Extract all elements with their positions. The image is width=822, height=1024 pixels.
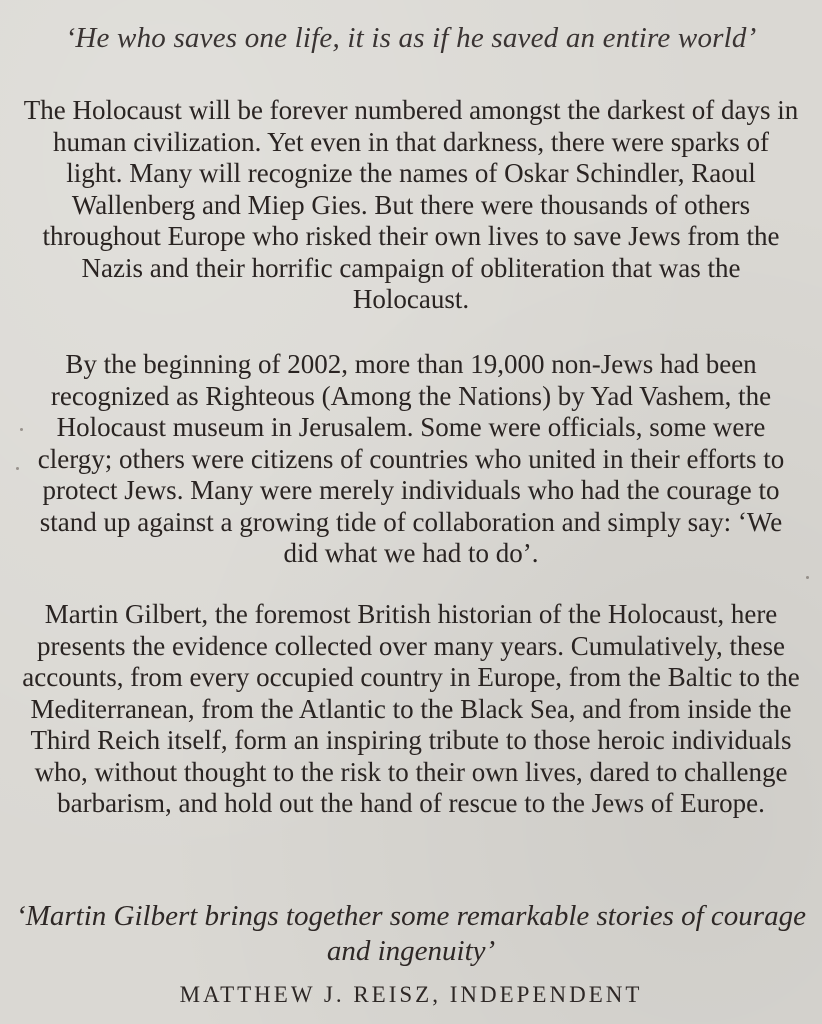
blurb-paragraph-1: The Holocaust will be forever numbered amongst the darkest of days in human civilization. Yet even in that darkness, there were sparks of light. Many will recognize the names of Oskar Schindler, Raoul Wallenberg and Miep Gies. But there were thousands of others throughout Europe who risked their own lives to save Jews from the Nazis and their horrific campaign of obliteration that was the Holocaust. [23,95,799,314]
epigraph-quote: ‘He who saves one life, it is as if he saved an entire world’ [65,22,757,54]
paper-speck [20,428,23,431]
review-attribution: MATTHEW J. REISZ, INDEPENDENT [179,982,643,1007]
blurb-paragraph-2: By the beginning of 2002, more than 19,000 non-Jews had been recognized as Righteous (Among the Nations) by Yad Vashem, the Holocaust museum in Jerusalem. Some were officials, some were clergy; others were citizens of countries who united in their efforts to protect Jews. Many were merely individuals who had the courage to stand up against a growing tide of collaboration and simply say: ‘We did what we had to do’. [37,349,785,568]
paper-speck [16,467,19,470]
review-quote: ‘Martin Gilbert brings together some remarkable stories of courage and ingenuity’ [16,900,806,967]
paper-speck [806,576,809,579]
blurb-paragraph-3: Martin Gilbert, the foremost British historian of the Holocaust, here presents the evidence collected over many years. Cumulatively, these accounts, from every occupied country in Europe, from the Baltic to the Mediterranean, from the Atlantic to the Black Sea, and from inside the Third Reich itself, form an inspiring tribute to those heroic individuals who, without thought to the risk to their own lives, dared to challenge barbarism, and hold out the hand of rescue to the Jews of Europe. [22,599,800,818]
